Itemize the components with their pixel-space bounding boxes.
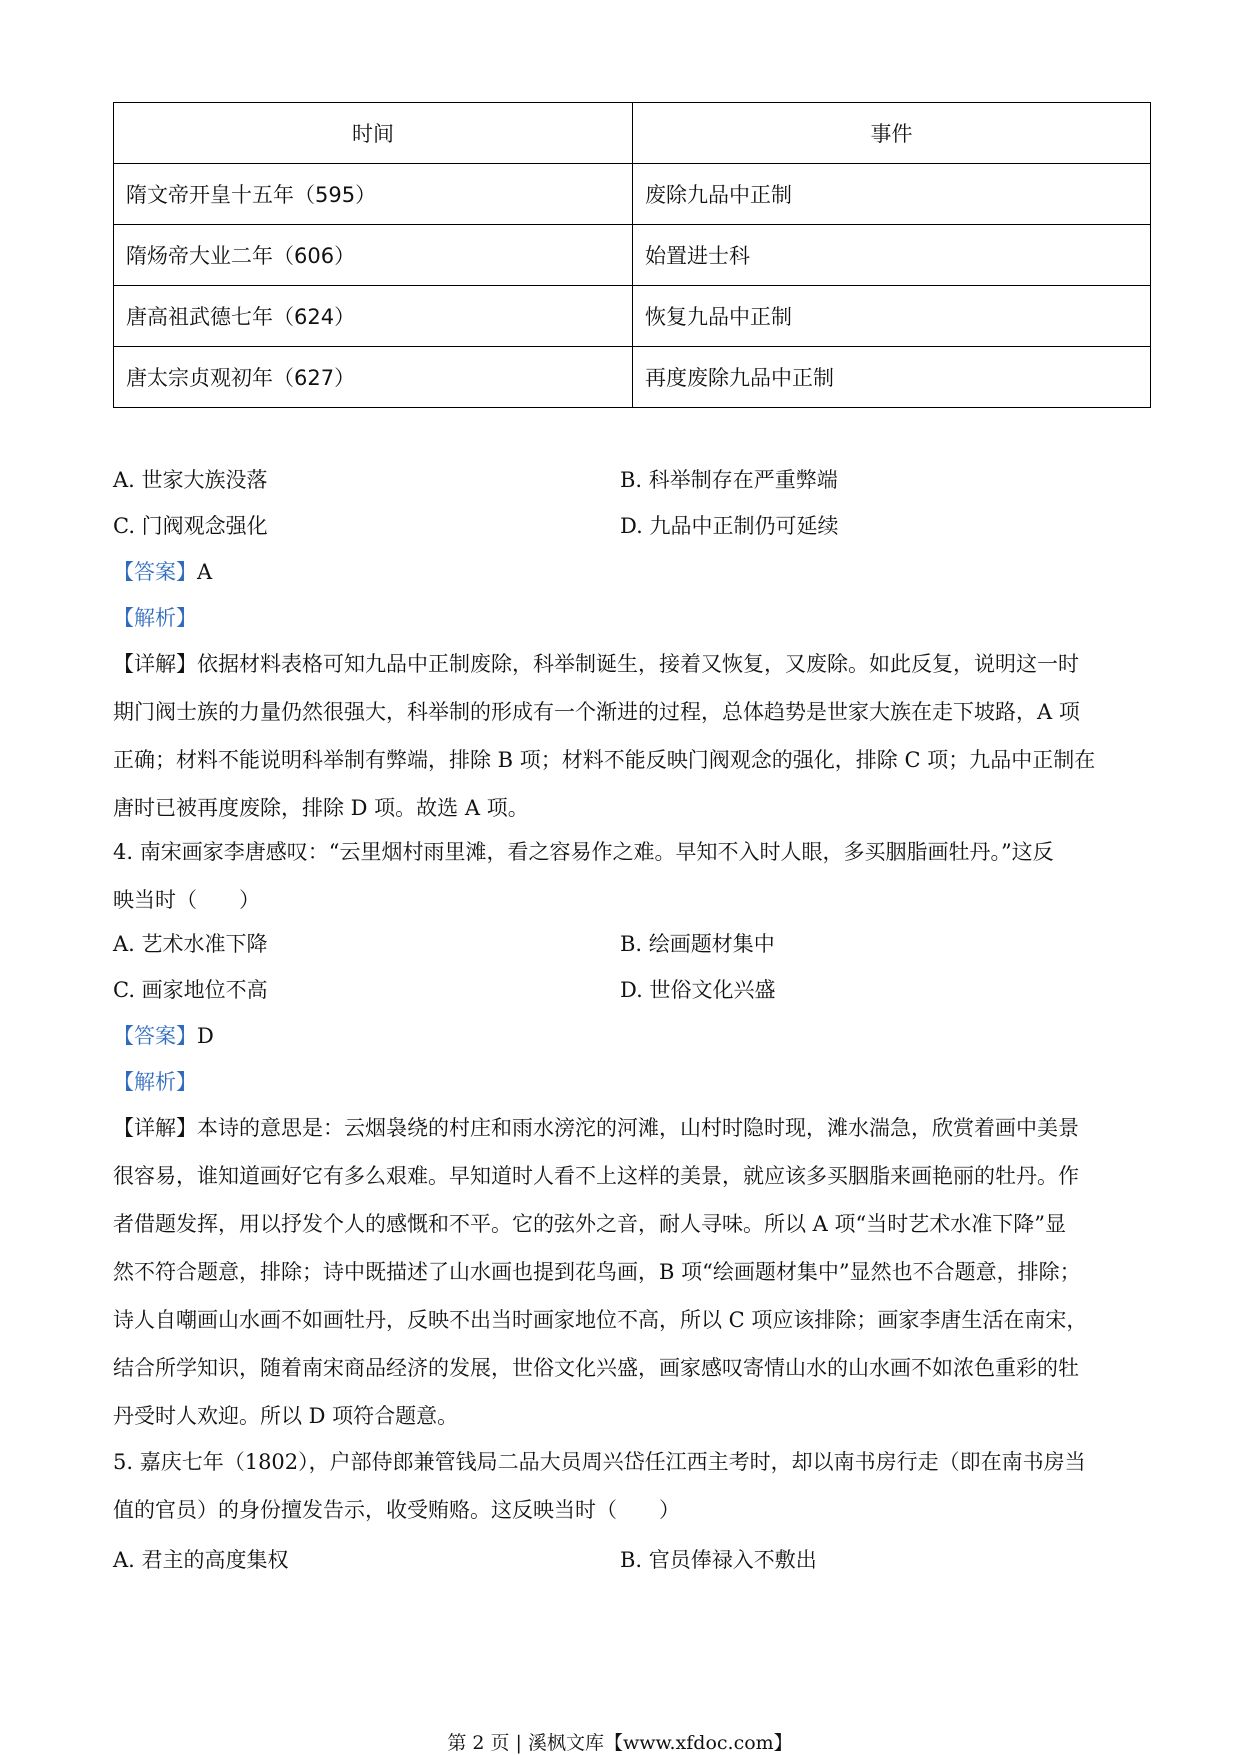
q5-stem-line: 值的官员）的身份擅发告示，收受贿赂。这反映当时（ ） [113, 1498, 680, 1522]
cell-time: 唐高祖武德七年（624） [114, 286, 633, 347]
q3-detail-line: 唐时已被再度废除，排除 D 项。故选 A 项。 [113, 796, 529, 820]
q3-option-a: A. 世家大族没落 [113, 468, 268, 492]
table-row [114, 164, 1151, 225]
cell-time: 隋炀帝大业二年（606） [114, 225, 633, 286]
q3-answer [113, 556, 212, 586]
q4-analysis-label: 【解析】 [113, 1070, 197, 1094]
q4-option-b: B. 绘画题材集中 [620, 932, 775, 956]
cell-event: 始置进士科 [633, 225, 1151, 286]
q3-detail-line: 【详解】依据材料表格可知九品中正制废除，科举制诞生，接着又恢复，又废除。如此反复，说明这一时 [113, 652, 1079, 676]
cell-event: 恢复九品中正制 [633, 286, 1151, 347]
q3-detail-line: 期门阀士族的力量仍然很强大，科举制的形成有一个渐进的过程，总体趋势是世家大族在走下坡路，A 项 [113, 700, 1080, 724]
cell-event: 再度废除九品中正制 [633, 347, 1151, 408]
q3-option-b: B. 科举制存在严重弊端 [620, 468, 838, 492]
q4-option-c: C. 画家地位不高 [113, 978, 268, 1002]
table-row [114, 225, 1151, 286]
q4-detail-line: 很容易，谁知道画好它有多么艰难。早知道时人看不上这样的美景，就应该多买胭脂来画艳丽的牡丹。作 [113, 1164, 1079, 1188]
answer-value: A [197, 560, 213, 584]
table-row [114, 286, 1151, 347]
timeline-table [113, 102, 1151, 408]
q4-option-d: D. 世俗文化兴盛 [620, 978, 776, 1002]
q3-option-c: C. 门阀观念强化 [113, 514, 268, 538]
answer-value: D [197, 1024, 214, 1048]
q3-option-d: D. 九品中正制仍可延续 [620, 514, 839, 538]
q4-detail-line: 【详解】本诗的意思是：云烟袅绕的村庄和雨水滂沱的河滩，山村时隐时现，滩水湍急，欣赏着画中美景 [113, 1116, 1079, 1140]
q5-option-a: A. 君主的高度集权 [113, 1548, 289, 1572]
q4-detail-line: 诗人自嘲画山水画不如画牡丹，反映不出当时画家地位不高，所以 C 项应该排除；画家李唐生活在南宋， [113, 1308, 1088, 1332]
q4-detail-line: 然不符合题意，排除；诗中既描述了山水画也提到花鸟画，B 项“绘画题材集中”显然也不合题意，排除； [113, 1260, 1081, 1284]
q4-stem-line: 映当时（ ） [113, 888, 260, 912]
table-row [114, 347, 1151, 408]
table-header-row [114, 103, 1151, 164]
q4-detail-line: 丹受时人欢迎。所以 D 项符合题意。 [113, 1404, 459, 1428]
answer-label: 【答案】 [113, 1024, 197, 1048]
q4-detail-line: 结合所学知识，随着南宋商品经济的发展，世俗文化兴盛，画家感叹寄情山水的山水画不如浓色重彩的牡 [113, 1356, 1079, 1380]
q4-option-a: A. 艺术水准下降 [113, 932, 268, 956]
page-footer: 第 2 页 | 溪枫文库【www.xfdoc.com】 [447, 1732, 793, 1754]
column-header-time: 时间 [114, 103, 633, 164]
q4-answer [113, 1020, 214, 1050]
q4-detail-line: 者借题发挥，用以抒发个人的感慨和不平。它的弦外之音，耐人寻味。所以 A 项“当时艺术水准下降”显 [113, 1212, 1066, 1236]
q4-stem-line: 4. 南宋画家李唐感叹：“云里烟村雨里滩，看之容易作之难。早知不入时人眼，多买胭脂画牡丹。”这反 [113, 840, 1054, 864]
column-header-event: 事件 [633, 103, 1151, 164]
answer-label: 【答案】 [113, 560, 197, 584]
cell-time: 隋文帝开皇十五年（595） [114, 164, 633, 225]
q5-option-b: B. 官员俸禄入不敷出 [620, 1548, 817, 1572]
cell-event: 废除九品中正制 [633, 164, 1151, 225]
cell-time: 唐太宗贞观初年（627） [114, 347, 633, 408]
q3-detail-line: 正确；材料不能说明科举制有弊端，排除 B 项；材料不能反映门阀观念的强化，排除 C 项；九品中正制在 [113, 748, 1096, 772]
q3-analysis-label: 【解析】 [113, 606, 197, 630]
q5-stem-line: 5. 嘉庆七年（1802），户部侍郎兼管钱局二品大员周兴岱任江西主考时，却以南书房行走（即在南书房当 [113, 1450, 1086, 1474]
